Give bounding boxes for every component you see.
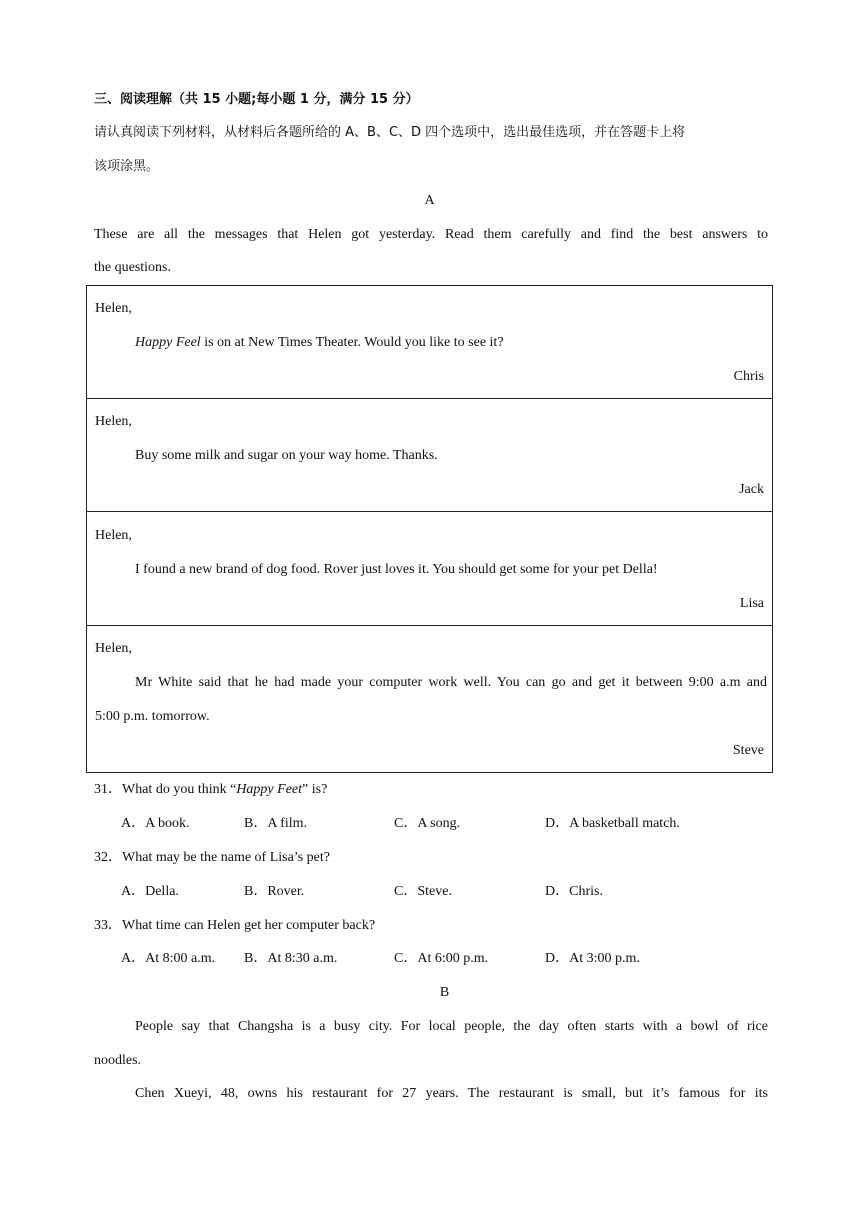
option-32-a[interactable]: A．Della. [121, 884, 179, 899]
option-33-d[interactable]: D．At 3:00 p.m. [545, 951, 640, 966]
passage-b-p1-line-1: People say that Changsha is a busy city. For local people, the day often starts with a bowl of rice [135, 1019, 768, 1034]
question-number: 31． [94, 782, 122, 797]
message-greeting: Helen, [95, 301, 132, 316]
question-number: 32． [94, 850, 122, 865]
message-greeting: Helen, [95, 528, 132, 543]
message-greeting: Helen, [95, 414, 132, 429]
option-31-a[interactable]: A．A book. [121, 816, 190, 831]
option-33-a[interactable]: A．At 8:00 a.m. [121, 951, 216, 966]
message-body-line-1: Mr White said that he had made your computer work well. You can go and get it between 9:00 a.m and [135, 675, 767, 690]
message-sender: Lisa [739, 596, 764, 611]
message-greeting: Helen, [95, 641, 132, 656]
message-sender: Jack [739, 482, 764, 497]
question-33-stem [94, 916, 375, 936]
message-title-italic: Happy Feel [135, 335, 201, 350]
option-31-c[interactable]: C．A song. [394, 816, 461, 831]
question-stem-italic: Happy Feet [236, 782, 303, 797]
question-number: 33． [94, 918, 122, 933]
passage-b-label: B [439, 985, 450, 1000]
option-32-c[interactable]: C．Steve. [394, 884, 452, 899]
instruction-line-2: 该项涂黑。 [94, 159, 160, 174]
message-body [135, 333, 504, 353]
question-31-stem [94, 780, 327, 800]
option-31-b[interactable]: B．A film. [244, 816, 308, 831]
passage-a-intro-line-1: These are all the messages that Helen got yesterday. Read them carefully and find the best answers to [94, 227, 768, 242]
question-stem-text: What time can Helen get her computer back? [122, 918, 376, 933]
message-body: I found a new brand of dog food. Rover just loves it. You should get some for your pet Della! [135, 562, 658, 577]
passage-b-p1-line-2: noodles. [94, 1053, 142, 1068]
option-31-d[interactable]: D．A basketball match. [545, 816, 680, 831]
message-body-line-2: 5:00 p.m. tomorrow. [95, 709, 210, 724]
message-card-jack [86, 398, 773, 512]
passage-a-label: A [424, 193, 435, 208]
message-card-lisa [86, 511, 773, 626]
question-stem-text: What may be the name of Lisa’s pet? [122, 850, 330, 865]
instruction-line-1: 请认真阅读下列材料，从材料后各题所给的 A、B、C、D 四个选项中，选出最佳选项，并在答题卡上将 [94, 125, 686, 140]
message-card-steve [86, 625, 773, 773]
question-stem-text: What do you think “ [122, 782, 237, 797]
question-32-stem [94, 848, 330, 868]
option-33-c[interactable]: C．At 6:00 p.m. [394, 951, 489, 966]
passage-a-intro-line-2: the questions. [94, 260, 171, 275]
option-32-d[interactable]: D．Chris. [545, 884, 603, 899]
question-stem-text: ” is? [302, 782, 328, 797]
passage-b-p2-line-1: Chen Xueyi, 48, owns his restaurant for 27 years. The restaurant is small, but it’s famous for its [135, 1086, 768, 1101]
option-32-b[interactable]: B．Rover. [244, 884, 305, 899]
section-title: 三、阅读理解（共 15 小题;每小题 1 分，满分 15 分） [94, 92, 419, 107]
message-card-chris [86, 285, 773, 399]
message-body: Buy some milk and sugar on your way home. Thanks. [135, 448, 438, 463]
message-sender: Steve [732, 743, 764, 758]
message-sender: Chris [733, 369, 764, 384]
message-body-text: is on at New Times Theater. Would you like to see it? [200, 335, 504, 350]
option-33-b[interactable]: B．At 8:30 a.m. [244, 951, 338, 966]
